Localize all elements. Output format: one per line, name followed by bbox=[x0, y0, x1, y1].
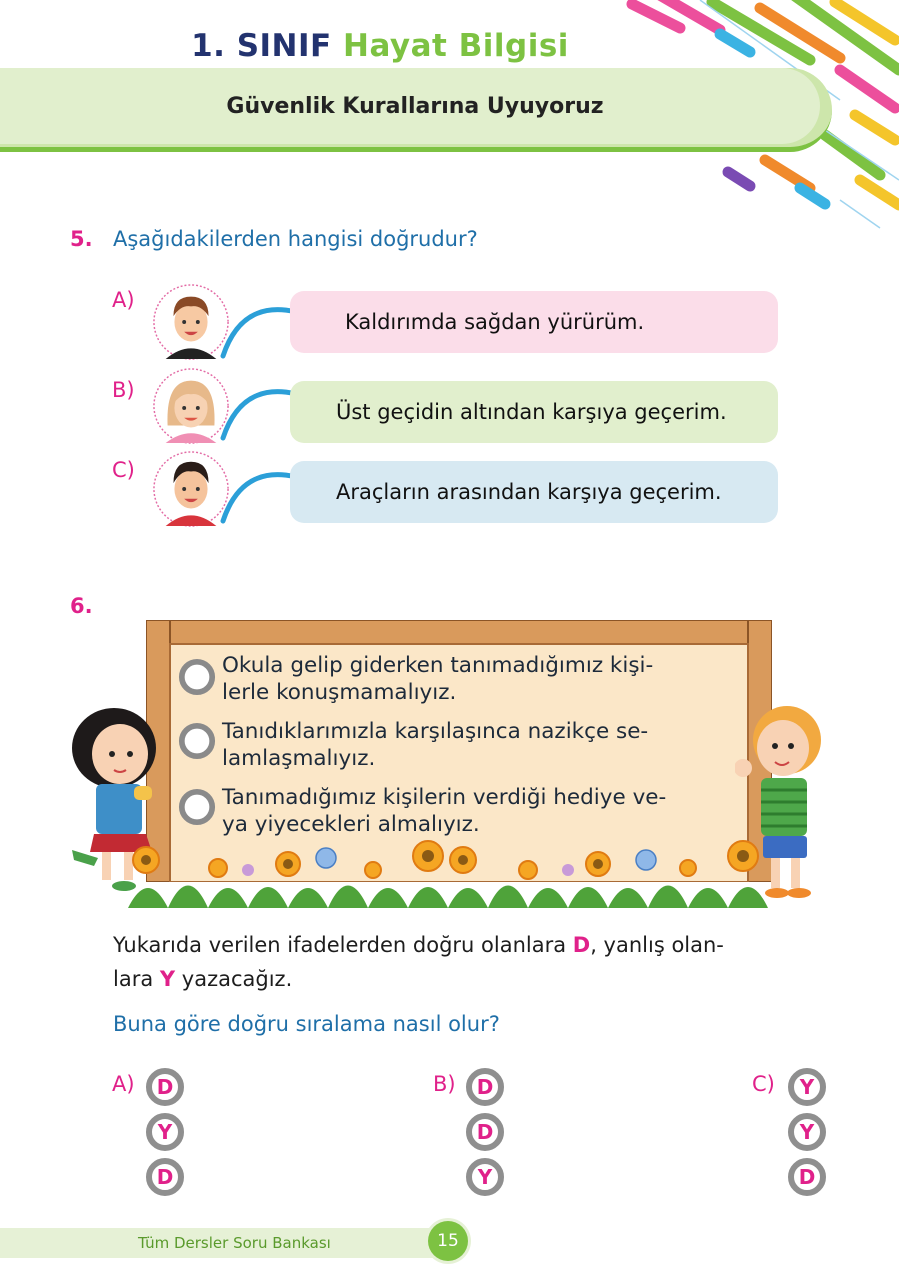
book-title: Tüm Dersler Soru Bankası bbox=[138, 1234, 331, 1252]
statement-2-line2: lamlaşmalıyız. bbox=[222, 746, 376, 771]
statement-3-line1: Tanımadığımız kişilerin verdiği hediye ve- bbox=[222, 785, 667, 810]
option-b-text: Üst geçidin altından karşıya geçerim. bbox=[336, 400, 727, 424]
option-c-text: Araçların arasından karşıya geçerim. bbox=[336, 480, 722, 504]
option-a-bubble[interactable] bbox=[290, 291, 778, 353]
answer-pill-letter: Y bbox=[477, 1165, 493, 1189]
answer-pill bbox=[465, 1112, 505, 1152]
question5-number: 5. bbox=[70, 227, 93, 251]
option-b-bubble[interactable] bbox=[290, 381, 778, 443]
statement-2 bbox=[222, 718, 722, 772]
answer-b-label[interactable]: B) bbox=[433, 1072, 456, 1096]
page-number: 15 bbox=[428, 1221, 468, 1261]
statement-1-line2: lerle konuşmamalıyız. bbox=[222, 680, 457, 705]
flowers-decoration bbox=[128, 838, 768, 908]
instruction-text: , yanlış olan- bbox=[590, 933, 724, 957]
question6-instruction bbox=[113, 928, 833, 996]
option-c-label[interactable]: C) bbox=[112, 458, 135, 482]
statement-2-line1: Tanıdıklarımızla karşılaşınca nazikçe se- bbox=[222, 719, 649, 744]
radio-ring-icon[interactable] bbox=[178, 658, 216, 696]
question5-text: Aşağıdakilerden hangisi doğrudur? bbox=[113, 227, 478, 251]
instruction-text: yazacağız. bbox=[175, 967, 293, 991]
answer-pill-letter: Y bbox=[799, 1120, 815, 1144]
answer-pill bbox=[787, 1157, 827, 1197]
question6-prompt: Buna göre doğru sıralama nasıl olur? bbox=[113, 1012, 500, 1036]
option-a-label[interactable]: A) bbox=[112, 288, 135, 312]
question6-number: 6. bbox=[70, 594, 93, 618]
answer-pill-letter: Y bbox=[157, 1120, 173, 1144]
answer-pill-letter: D bbox=[798, 1165, 816, 1189]
grade-label: 1. SINIF bbox=[191, 28, 332, 64]
subject-label: Hayat Bilgisi bbox=[343, 28, 569, 64]
radio-ring-icon[interactable] bbox=[178, 788, 216, 826]
statement-1-line1: Okula gelip giderken tanımadığımız kişi- bbox=[222, 653, 654, 678]
option-b-label[interactable]: B) bbox=[112, 378, 135, 402]
answer-pill bbox=[145, 1112, 185, 1152]
instruction-text: Yukarıda verilen ifadelerden doğru olanlara bbox=[113, 933, 573, 957]
answer-pill bbox=[787, 1067, 827, 1107]
instruction-text: lara bbox=[113, 967, 160, 991]
statement-1 bbox=[222, 652, 722, 706]
answer-pill bbox=[787, 1112, 827, 1152]
answer-pill-letter: Y bbox=[799, 1075, 815, 1099]
answer-c-label[interactable]: C) bbox=[752, 1072, 775, 1096]
answer-pill bbox=[465, 1157, 505, 1197]
answer-pill-letter: D bbox=[476, 1075, 494, 1099]
answer-pill bbox=[145, 1067, 185, 1107]
statement-3 bbox=[222, 784, 722, 838]
radio-ring-icon[interactable] bbox=[178, 722, 216, 760]
option-c-bubble[interactable] bbox=[290, 461, 778, 523]
instruction-y: Y bbox=[159, 967, 176, 991]
unit-title: Güvenlik Kurallarına Uyuyoruz bbox=[226, 94, 604, 119]
page-header-title bbox=[0, 28, 760, 64]
answer-pill bbox=[465, 1067, 505, 1107]
answer-pill bbox=[145, 1157, 185, 1197]
answer-pill-letter: D bbox=[156, 1075, 174, 1099]
instruction-d: D bbox=[572, 933, 591, 957]
answer-pill-letter: D bbox=[476, 1120, 494, 1144]
statement-3-line2: ya yiyecekleri almalıyız. bbox=[222, 812, 480, 837]
answer-pill-letter: D bbox=[156, 1165, 174, 1189]
option-a-text: Kaldırımda sağdan yürürüm. bbox=[345, 310, 645, 334]
answer-a-label[interactable]: A) bbox=[112, 1072, 135, 1096]
